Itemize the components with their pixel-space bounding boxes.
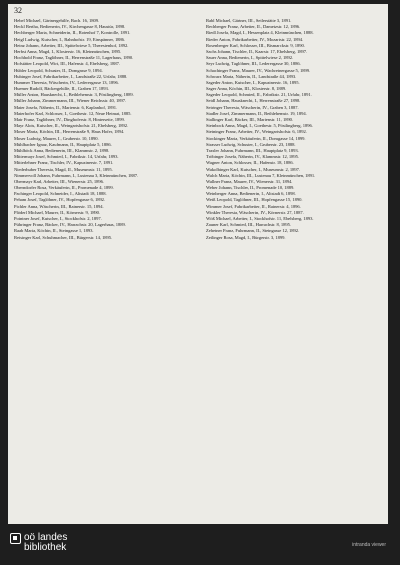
directory-entry: Müller Johann, Zimmermann, III., Wiener Reichsstr. 40, 1897. — [14, 98, 127, 104]
directory-entry: Wallner Franz, Maurer, IV., Wienerstr. 31, 1894. — [206, 178, 293, 184]
directory-entry: Hofstätter Leopold, Wirt, III., Hafenstr. 4, Ebelsberg, 1887. — [14, 61, 120, 67]
logo-line-2: bibliothek — [24, 542, 67, 553]
directory-entry: Zeilinger Rosa, Magd, I., Bürgerstr. 3, 1899. — [206, 234, 286, 240]
directory-entry: Riedl Josefa, Magd, I., Hessenplatz 4, Kleinmünchen, 1888. — [206, 30, 314, 36]
directory-entry: Sauer Anna, Bedienerin, I., Spittelwiese 2, 1892. — [206, 55, 294, 61]
directory-entry: Stadler Josef, Zimmermann, II., Bethlehemstr. 19, 1894. — [206, 110, 307, 116]
directory-entry: Steinbock Anna, Magd, I., Goethestr. 5, Pöstlingberg, 1896. — [206, 123, 313, 129]
directory-entry: Stallinger Karl, Bäcker, III., Marienstr. 11, 1890. — [206, 117, 294, 122]
directory-entry: Hummer Theresia, Wäscherin, IV., Lederergasse 13, 1896. — [14, 79, 119, 85]
directory-entry: Rosenberger Karl, Schlosser, III., Bismarckstr. 9, 1890. — [206, 42, 305, 48]
directory-entry: Tröbinger Josefa, Näherin, IV., Klammstr. 12, 1895. — [206, 154, 300, 160]
directory-entry: Zauner Karl, Schmied, III., Harrachstr. 8, 1895. — [206, 222, 291, 228]
directory-entry: Hechberger Maria, Schneiderin, II., Rotenhof 7, Kontrolle, 1891. — [14, 30, 131, 36]
directory-entry: Wimmer Josef, Fabrikarbeiter, II., Rainerstr. 4, 1896. — [206, 203, 301, 209]
directory-entry: Plöderl Michael, Maurer, II., Körnerstr. 9, 1890. — [14, 209, 101, 215]
directory-entry: Winkler Theresia, Wäscherin, IV., Körnerstr. 27, 1887. — [206, 209, 304, 215]
directory-entry: Weber Johann, Tischler, II., Promenade 10, 1889. — [206, 185, 295, 191]
directory-entry: Rabl Michael, Gärtner, III., Seilerstätte 3, 1891. — [206, 18, 292, 23]
directory-entry: Sachs Johann, Tischler, II., Kaarstr. 17, Ebelsberg, 1897. — [206, 48, 308, 54]
directory-entry: Zehetner Franz, Fuhrmann, II., Steingasse 12, 1892. — [206, 228, 300, 234]
directory-entry: Stockinger Maria, Verkäuferin, II., Domgasse 14, 1899. — [206, 135, 306, 141]
directory-entry: Traxler Johann, Fuhrmann, III., Hauptplatz 9, 1893. — [206, 147, 299, 153]
logo-line-1: oö landes — [24, 532, 68, 543]
viewer-footer — [0, 527, 400, 565]
directory-entry: Hübler Leopold, Schuster, II., Domgasse 9, 1894. — [14, 67, 103, 73]
directory-entry: Hubinger Josef, Fabrikarbeiter, I., Landstraße 22, Urfahr, 1888. — [14, 73, 128, 79]
directory-entry: Pachinger Leopold, Schneider, I., Altstadt 18, 1888. — [14, 191, 107, 197]
directory-entry: Sager Anna, Köchin, III., Klosterstr. 8, 1889. — [206, 86, 287, 92]
library-logo-icon — [10, 533, 21, 544]
viewer-label: intranda viewer — [352, 542, 386, 548]
directory-entry: Mittermayr Josef, Schmied, I., Fabrikstr. 14, Urfahr, 1893. — [14, 154, 119, 160]
directory-entry: Mitterlehner Franz, Tischler, IV., Kapuzinerstr. 7, 1891. — [14, 160, 114, 166]
directory-entry: Rechberger Franz, Arbeiter, II., Dametzstr. 12, 1896. — [206, 24, 301, 30]
directory-entry: Moser Maria, Köchin, III., Herrenstraße 9, Haus Hofer, 1894. — [14, 129, 125, 135]
directory-entry: Wakolbinger Karl, Kutscher, I., Museumstr. 2, 1897. — [206, 166, 300, 172]
directory-entry: Schwarz Maria, Näherin, II., Landstraße 44, 1893. — [206, 73, 297, 79]
directory-entry: Weinberger Anna, Bedienerin, I., Altstadt 6, 1898. — [206, 191, 296, 197]
directory-entry: Wöß Michael, Arbeiter, I., Stockhofstr. 11, Ebelsberg, 1893. — [206, 216, 314, 221]
directory-entry: Huemer Rudolf, Bäckergehilfe, II., Graben 17, 1893. — [14, 86, 109, 92]
page-number: 32 — [14, 6, 22, 15]
directory-entry: Obermayr Karl, Arbeiter, III., Wienerstr. 25, 1896. — [14, 178, 104, 184]
directory-entry: Reisinger Karl, Schuhmacher, III., Bürgerstr. 14, 1895. — [14, 234, 113, 240]
directory-entry: Sageder Leopold, Schmied, II., Fabrikstr. 21, Urfahr, 1891. — [206, 92, 312, 98]
directory-entry: Seiringer Theresia, Wäscherin, IV., Graben 3, 1887. — [206, 104, 299, 110]
directory-entry: Wagner Anton, Schlosser, II., Hafenstr. 18, 1886. — [206, 160, 294, 166]
directory-entry: Steininger Franz, Arbeiter, IV., Weingartshofstr. 6, 1892. — [206, 129, 307, 135]
directory-entry: Raab Maria, Köchin, II., Steingasse 1, 1893. — [14, 228, 94, 234]
directory-entry: Schachinger Franz, Maurer, IV., Wachreinergasse 5, 1899. — [206, 67, 311, 73]
directory-entry: Seyr Ludwig, Taglöhner, III., Lederergasse 30, 1886. — [206, 61, 301, 67]
document-page — [8, 4, 388, 524]
directory-entry: Hochhold Franz, Taglöhner, II., Herrenstraße 11, Lagerhaus, 1890. — [14, 55, 134, 61]
directory-entry: Walch Maria, Köchin, III., Lustenau 7, Kleinmünchen, 1891. — [206, 172, 316, 178]
directory-entry: Herbst Anna, Magd, I., Klosterstr. 16, Kleinmünchen, 1895. — [14, 48, 122, 54]
directory-entry: Maier Josefa, Näherin, II., Marienstr. 6, Kaplanhof, 1891. — [14, 104, 118, 110]
directory-entry: Heigl Ludwig, Kutscher, I., Bahnhofstr. 19, Einspänner, 1886. — [14, 36, 126, 42]
directory-entry: Pühringer Franz, Bäcker, IV., Harrachstr. 20, Lagerhaus, 1889. — [14, 222, 126, 228]
directory-entry: Weiß Leopold, Taglöhner, III., Hopfengasse 15, 1890. — [206, 197, 303, 203]
directory-entry: Niederhuber Theresia, Magd, II., Museumstr. 11, 1895. — [14, 166, 113, 172]
directory-entry: Heckl Bertha, Bedienerin, IV., Kirchengasse 8, Haustür, 1898. — [14, 24, 126, 30]
directory-entry: Hebel Michael, Gärtnergehilfe, Bach. 16, 1809. — [14, 18, 100, 23]
directory-entry: Oberndorfer Rosa, Verkäuferin, II., Promenade 4, 1899. — [14, 185, 114, 191]
directory-entry: Nimmervoll Johann, Fuhrmann, I., Lustenau 3, Kleinmünchen, 1887. — [14, 172, 139, 178]
directory-entry: Mühlbacher Ignaz, Kaufmann, II., Hauptplatz 5, 1886. — [14, 141, 112, 147]
directory-entry: Pointner Josef, Kutscher, I., Stockhofstr. 2, 1897. — [14, 216, 102, 221]
directory-entry: Sageder Anton, Kutscher, I., Kapuzinerstr. 16, 1895. — [206, 79, 300, 85]
directory-entry: Mayr Alois, Kutscher, II., Weingartshofstr. 21, Ebelsberg, 1892. — [14, 123, 129, 129]
directory-entry: Mühlböck Anna, Bedienerin, III., Klammstr. 2, 1898. — [14, 147, 110, 153]
left-column — [14, 18, 190, 241]
directory-entry: Pichler Anna, Wäscherin, III., Rainerstr. 15, 1894. — [14, 203, 104, 209]
directory-entry: Heinz Johann, Arbeiter, III., Spittelwiese 5, Theresienhof, 1892. — [14, 42, 129, 48]
library-logo[interactable] — [10, 532, 68, 553]
directory-entry: Moser Ludwig, Maurer, I., Gruberstr. 10, 1890. — [14, 135, 99, 141]
right-column — [206, 18, 382, 241]
directory-entry: Rieder Anton, Fabrikarbeiter, IV., Mozartstr. 22, 1894. — [206, 36, 304, 42]
directory-entry: Mair Franz, Taglöhner, IV., Dinghoferstr. 8, Hinterseite, 1899. — [14, 117, 125, 122]
directory-entry: Strasser Ludwig, Schuster, I., Gruberstr. 23, 1888. — [206, 141, 296, 147]
directory-entry: Müller Anton, Hausknecht, I., Bethlehemstr. 3, Pöstlingberg, 1889. — [14, 92, 134, 98]
directory-entry: Peham Josef, Taglöhner, IV., Hopfengasse 6, 1892. — [14, 197, 106, 203]
directory-entry: Seidl Johann, Hausknecht, I., Herrenstraße 27, 1898. — [206, 98, 301, 104]
directory-entry: Maierhofer Karl, Schlosser, I., Goethestr. 12, Neue Heimat, 1885. — [14, 110, 132, 116]
